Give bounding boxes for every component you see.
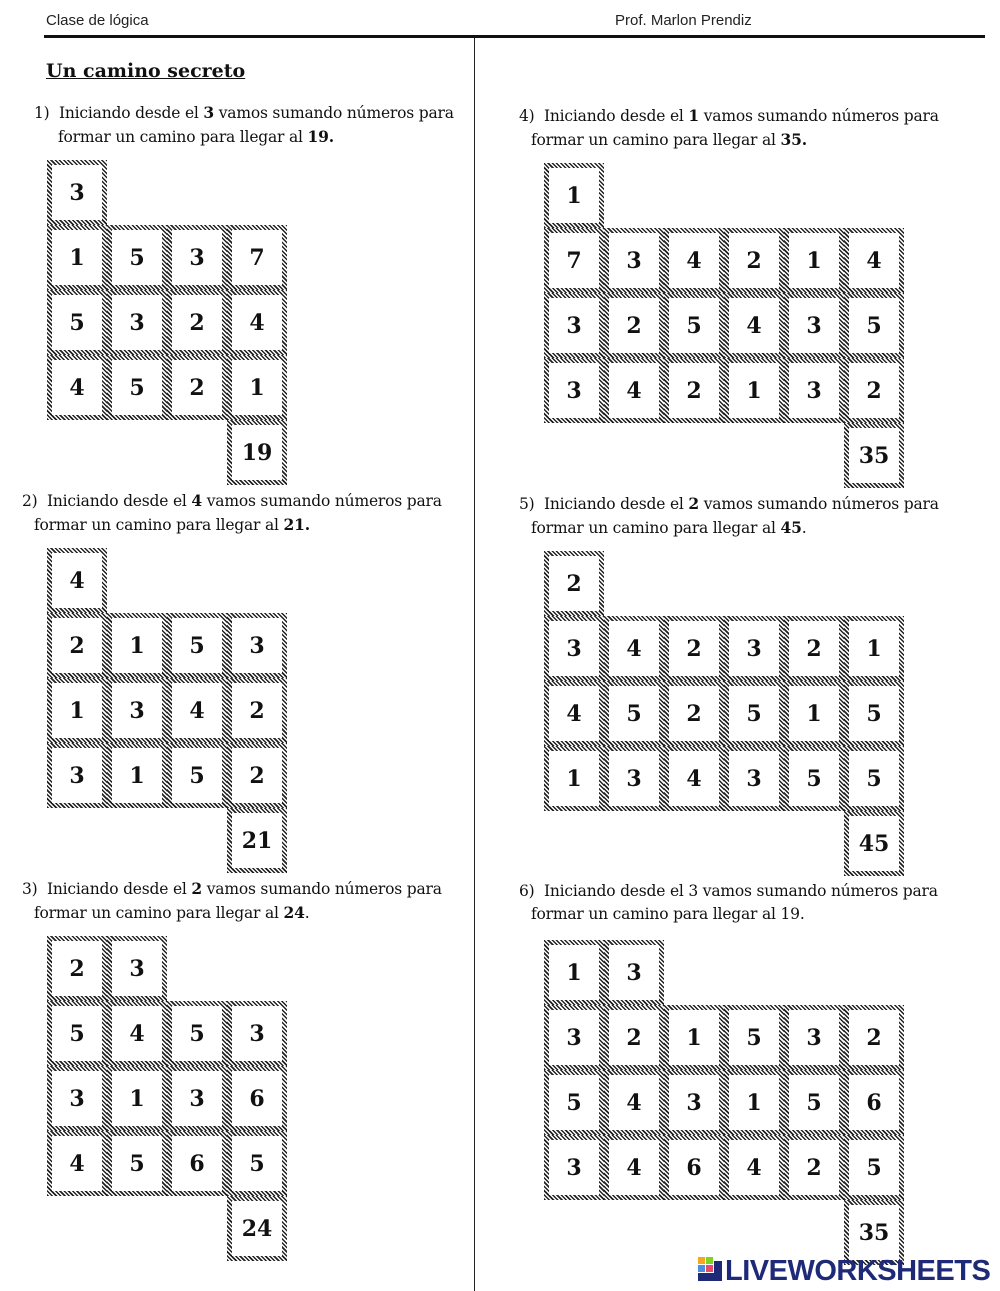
grid-cell[interactable]: 5	[844, 746, 904, 811]
grid-cell[interactable]: 1	[724, 358, 784, 423]
instruction-line-2	[531, 516, 939, 540]
grid-cell[interactable]: 4	[47, 1131, 107, 1196]
grid-cell[interactable]: 3	[604, 746, 664, 811]
page-title: Un camino secreto	[46, 60, 246, 82]
instruction-text: 19.	[307, 127, 334, 146]
instruction-line-2	[58, 125, 454, 149]
grid-cell[interactable]: 4	[47, 355, 107, 420]
target-cell[interactable]: 45	[844, 811, 904, 876]
grid-cell[interactable]: 7	[544, 228, 604, 293]
instruction-text: vamos sumando números para	[699, 107, 939, 125]
grid-cell[interactable]: 2	[844, 1005, 904, 1070]
grid-cell[interactable]: 1	[784, 228, 844, 293]
instruction-line-2	[34, 901, 442, 925]
grid-cell[interactable]: 4	[604, 1070, 664, 1135]
grid-cell[interactable]: 3	[604, 228, 664, 293]
target-cell[interactable]: 19	[227, 420, 287, 485]
problem-number: 2)	[22, 492, 47, 510]
target-cell[interactable]: 24	[227, 1196, 287, 1261]
grid-cell[interactable]: 1	[784, 681, 844, 746]
grid-cell[interactable]: 3	[544, 616, 604, 681]
grid-cell[interactable]: 2	[227, 743, 287, 808]
start-cell[interactable]: 2	[544, 551, 604, 616]
grid-cell[interactable]: 3	[227, 613, 287, 678]
grid-cell[interactable]: 6	[227, 1066, 287, 1131]
instruction-line-2	[531, 128, 939, 152]
problem-6-instructions	[519, 880, 938, 926]
grid-cell[interactable]: 2	[47, 613, 107, 678]
instruction-text: Iniciando desde el	[46, 880, 192, 898]
grid-cell[interactable]: 4	[167, 678, 227, 743]
grid-cell[interactable]: 5	[604, 681, 664, 746]
instruction-text: Iniciando desde el	[58, 104, 204, 122]
instruction-text: formar un camino para llegar al	[34, 904, 284, 922]
grid-cell[interactable]: 4	[604, 1135, 664, 1200]
start-cell[interactable]: 3	[604, 940, 664, 1005]
grid-cell[interactable]: 3	[167, 1066, 227, 1131]
grid-cell[interactable]: 5	[844, 293, 904, 358]
grid-cell[interactable]: 4	[724, 1135, 784, 1200]
grid-cell[interactable]: 3	[664, 1070, 724, 1135]
instruction-text: 4	[191, 491, 202, 510]
instruction-text: 2	[688, 494, 699, 513]
instruction-text: 21.	[283, 515, 310, 534]
grid-cell[interactable]: 5	[724, 681, 784, 746]
grid-cell[interactable]: 3	[544, 358, 604, 423]
instruction-text: formar un camino para llegar al	[34, 516, 284, 534]
instruction-text: .	[801, 519, 807, 537]
grid-cell[interactable]: 3	[544, 1005, 604, 1070]
grid-cell[interactable]: 1	[664, 1005, 724, 1070]
liveworksheets-mark-icon	[698, 1257, 722, 1285]
instruction-text: vamos sumando números para	[202, 880, 442, 898]
instruction-text: vamos sumando números para	[202, 492, 442, 510]
grid-cell[interactable]: 2	[227, 678, 287, 743]
grid-cell[interactable]: 1	[47, 678, 107, 743]
grid-cell[interactable]: 2	[664, 358, 724, 423]
grid-cell[interactable]: 1	[227, 355, 287, 420]
instruction-line-1	[519, 880, 938, 903]
problem-number: 6)	[519, 882, 544, 900]
grid-cell[interactable]: 4	[107, 1001, 167, 1066]
logo-text: LIVEWORKSHEETS	[725, 1254, 991, 1287]
grid-cell[interactable]: 1	[724, 1070, 784, 1135]
instruction-line-1	[22, 877, 442, 901]
grid-cell[interactable]: 3	[47, 1066, 107, 1131]
grid-cell[interactable]: 2	[844, 358, 904, 423]
grid-cell[interactable]: 1	[844, 616, 904, 681]
grid-cell[interactable]: 4	[664, 746, 724, 811]
target-cell[interactable]: 35	[844, 423, 904, 488]
grid-cell[interactable]: 2	[784, 1135, 844, 1200]
grid-cell[interactable]: 2	[167, 290, 227, 355]
grid-cell[interactable]: 4	[604, 616, 664, 681]
grid-cell[interactable]: 6	[167, 1131, 227, 1196]
instruction-text: vamos sumando números para	[699, 495, 939, 513]
column-divider	[474, 38, 475, 1291]
grid-cell[interactable]: 3	[167, 225, 227, 290]
target-cell[interactable]: 35	[844, 1200, 904, 1265]
instruction-text: 45	[780, 518, 802, 537]
grid-cell[interactable]: 7	[227, 225, 287, 290]
instruction-text: 35.	[780, 130, 807, 149]
grid-cell[interactable]: 2	[664, 681, 724, 746]
start-cell[interactable]: 1	[544, 163, 604, 228]
grid-cell[interactable]: 3	[784, 358, 844, 423]
grid-cell[interactable]: 1	[107, 743, 167, 808]
grid-cell[interactable]: 4	[604, 358, 664, 423]
problem-1-instructions	[34, 101, 454, 149]
grid-cell[interactable]: 5	[107, 1131, 167, 1196]
instruction-line-1	[22, 489, 442, 513]
instruction-line-1	[34, 101, 454, 125]
problem-2-instructions	[22, 489, 442, 537]
target-cell[interactable]: 21	[227, 808, 287, 873]
grid-cell[interactable]: 5	[107, 355, 167, 420]
grid-cell[interactable]: 3	[107, 678, 167, 743]
grid-cell[interactable]: 3	[784, 1005, 844, 1070]
instruction-text: formar un camino para llegar al 19.	[531, 905, 805, 923]
grid-cell[interactable]: 5	[167, 613, 227, 678]
instruction-text: vamos sumando números para	[214, 104, 454, 122]
instruction-text: formar un camino para llegar al	[531, 519, 781, 537]
grid-cell[interactable]: 1	[544, 746, 604, 811]
grid-cell[interactable]: 2	[724, 228, 784, 293]
start-cell[interactable]: 1	[544, 940, 604, 1005]
problem-number: 3)	[22, 880, 47, 898]
instruction-text: formar un camino para llegar al	[58, 128, 308, 146]
instruction-line-1	[519, 104, 939, 128]
instruction-text: Iniciando desde el 3 vamos sumando números para	[543, 882, 938, 900]
grid-cell[interactable]: 2	[604, 293, 664, 358]
grid-cell[interactable]: 1	[107, 613, 167, 678]
grid-cell[interactable]: 5	[227, 1131, 287, 1196]
grid-cell[interactable]: 5	[784, 1070, 844, 1135]
grid-cell[interactable]: 4	[664, 228, 724, 293]
grid-cell[interactable]: 3	[544, 1135, 604, 1200]
grid-cell[interactable]: 4	[227, 290, 287, 355]
instruction-text: 3	[203, 103, 214, 122]
grid-cell[interactable]: 5	[47, 1001, 107, 1066]
liveworksheets-logo	[698, 1254, 990, 1288]
instruction-text: Iniciando desde el	[543, 107, 689, 125]
problem-4-instructions	[519, 104, 939, 152]
instruction-text: 2	[191, 879, 202, 898]
grid-cell[interactable]: 5	[47, 290, 107, 355]
instruction-text: .	[304, 904, 310, 922]
grid-cell[interactable]: 5	[107, 225, 167, 290]
grid-cell[interactable]: 3	[724, 746, 784, 811]
grid-cell[interactable]: 3	[784, 293, 844, 358]
problem-number: 5)	[519, 495, 544, 513]
grid-cell[interactable]: 3	[107, 290, 167, 355]
header-left: Clase de lógica	[46, 12, 149, 29]
instruction-line-2	[531, 903, 938, 926]
problem-3-instructions	[22, 877, 442, 925]
grid-cell[interactable]: 5	[844, 1135, 904, 1200]
grid-cell[interactable]: 5	[844, 681, 904, 746]
instruction-text: 24	[283, 903, 305, 922]
grid-cell[interactable]: 3	[227, 1001, 287, 1066]
grid-cell[interactable]: 4	[844, 228, 904, 293]
instruction-line-2	[34, 513, 442, 537]
grid-cell[interactable]: 2	[604, 1005, 664, 1070]
grid-cell[interactable]: 3	[544, 293, 604, 358]
grid-cell[interactable]: 5	[167, 1001, 227, 1066]
header-right: Prof. Marlon Prendiz	[615, 12, 752, 29]
start-cell[interactable]: 3	[107, 936, 167, 1001]
header-divider	[44, 35, 985, 38]
problem-5-instructions	[519, 492, 939, 540]
grid-cell[interactable]: 5	[544, 1070, 604, 1135]
grid-cell[interactable]: 5	[167, 743, 227, 808]
grid-cell[interactable]: 2	[167, 355, 227, 420]
grid-cell[interactable]: 6	[664, 1135, 724, 1200]
instruction-text: Iniciando desde el	[543, 495, 689, 513]
grid-cell[interactable]: 5	[724, 1005, 784, 1070]
grid-cell[interactable]: 5	[664, 293, 724, 358]
grid-cell[interactable]: 5	[784, 746, 844, 811]
grid-cell[interactable]: 3	[47, 743, 107, 808]
grid-cell[interactable]: 1	[107, 1066, 167, 1131]
instruction-line-1	[519, 492, 939, 516]
grid-cell[interactable]: 4	[724, 293, 784, 358]
grid-cell[interactable]: 3	[724, 616, 784, 681]
problem-number: 1)	[34, 104, 59, 122]
problem-number: 4)	[519, 107, 544, 125]
instruction-text: Iniciando desde el	[46, 492, 192, 510]
start-cell[interactable]: 4	[47, 548, 107, 613]
grid-cell[interactable]: 1	[47, 225, 107, 290]
grid-cell[interactable]: 2	[784, 616, 844, 681]
grid-cell[interactable]: 2	[664, 616, 724, 681]
grid-cell[interactable]: 6	[844, 1070, 904, 1135]
start-cell[interactable]: 3	[47, 160, 107, 225]
instruction-text: 1	[688, 106, 699, 125]
instruction-text: formar un camino para llegar al	[531, 131, 781, 149]
start-cell[interactable]: 2	[47, 936, 107, 1001]
grid-cell[interactable]: 4	[544, 681, 604, 746]
